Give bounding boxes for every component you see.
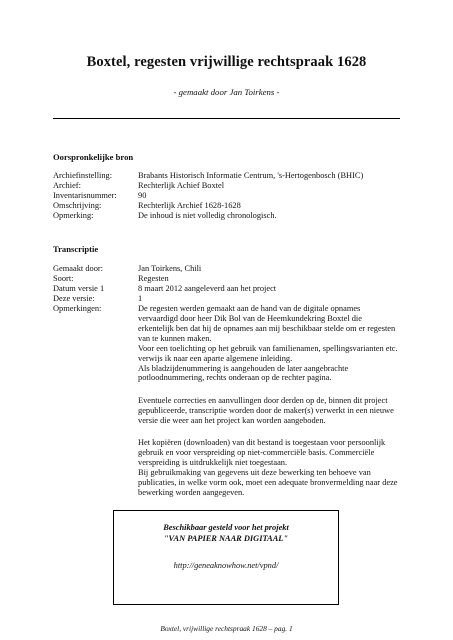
paragraph-line: publicaties, in welke vorm ook, moet een adequate bronvermelding naar deze	[138, 477, 398, 487]
document-title: Boxtel, regesten vrijwillige rechtspraak 1628	[86, 54, 367, 70]
transcription-row-label: Datum versie 1	[53, 284, 105, 293]
source-row-label: Inventarisnummer:	[53, 191, 117, 200]
title-divider	[53, 118, 400, 119]
paragraph-line: verspreiding is uitdrukkelijk niet toegestaan.	[138, 457, 288, 467]
source-row-value: De inhoud is niet volledig chronologisch.	[138, 211, 277, 220]
paragraph-line: potloodnummering, rechts onderaan op de rechter pagina.	[138, 373, 332, 383]
transcription-row-label: Gemaakt door:	[53, 264, 104, 273]
source-row-value: Brabants Historisch Informatie Centrum, 's-Hertogenbosch (BHIC)	[138, 171, 364, 180]
paragraph-line: Het kopiëren (downloaden) van dit bestand is toegestaan voor persoonlijk	[138, 438, 386, 447]
page-footer: Boxtel, vrijwillige rechtspraak 1628 – pag. 1	[160, 624, 293, 633]
transcription-heading: Transcriptie	[53, 244, 99, 254]
paragraph-line: gepubliceerde, transcriptie worden door de maker(s) verwerkt in een nieuwe	[138, 405, 394, 415]
paragraph-line: verwijs ik naar een aparte algemene inleiding.	[138, 353, 293, 363]
paragraph-line: van te kunnen maken.	[138, 333, 212, 343]
paragraph-line: bewerking worden aangegeven.	[138, 487, 245, 497]
source-row-label: Archiefinstelling:	[53, 171, 113, 180]
source-row-value: Rechterlijk Archief 1628-1628	[138, 201, 241, 210]
transcription-row-value: Regesten	[138, 274, 169, 283]
corrections-paragraph	[138, 396, 400, 426]
source-row-label: Opmerking:	[53, 211, 94, 220]
copyright-paragraph	[138, 438, 400, 497]
remarks-paragraph	[138, 314, 400, 383]
paragraph-line: Voor een toelichting op het gebruik van familienamen, spellingsvarianten etc.	[138, 343, 398, 353]
source-row-label: Archief:	[53, 181, 81, 190]
transcription-row-value: Jan Toirkens, Chili	[138, 264, 202, 273]
paragraph-line: Eventuele correcties en aanvullingen door derden op de, binnen dit project	[138, 396, 388, 405]
source-row-value: 90	[138, 191, 147, 200]
transcription-row-value: 1	[138, 294, 143, 303]
transcription-row-value: 8 maart 2012 aangeleverd aan het project	[138, 284, 277, 293]
transcription-row-label: Deze versie:	[53, 294, 95, 303]
paragraph-line: vervaardigd door heer Dik Bol van de Heemkundekring Boxtel die	[138, 314, 362, 323]
source-row-label: Omschrijving:	[53, 201, 102, 210]
project-name: "VAN PAPIER NAAR DIGITAAL"	[163, 534, 289, 543]
paragraph-line: erkentelijk ben dat hij de opnames aan mij beschikbaar stelde om er regesten	[138, 323, 396, 333]
availability-line: Beschikbaar gesteld voor het projekt	[163, 523, 289, 532]
paragraph-line: gebruik en voor verspreiding op niet-commerciële basis. Commerciële	[138, 447, 375, 457]
document-subtitle: - gemaakt door Jan Toirkens -	[173, 87, 280, 97]
paragraph-line: versie die weer aan het project kan worden aangeboden.	[138, 415, 326, 425]
paragraph-line: Als bladzijdenummering is aangehouden de later aangebrachte	[138, 363, 349, 373]
transcription-row-label: Soort:	[53, 274, 74, 283]
availability-box	[113, 510, 339, 605]
source-row-value: Rechterlijk Achief Boxtel	[138, 181, 225, 190]
source-heading: Oorspronkelijke bron	[53, 152, 134, 162]
transcription-row-label: Opmerkingen:	[53, 304, 102, 313]
paragraph-line: Bij gebruikmaking van gegevens uit deze bewerking ten behoeve van	[138, 467, 371, 477]
transcription-row-value: De regesten werden gemaakt aan de hand van de digitale opnames	[138, 304, 361, 313]
project-url-link[interactable]: http://geneaknowhow.net/vpnd/	[173, 561, 279, 570]
